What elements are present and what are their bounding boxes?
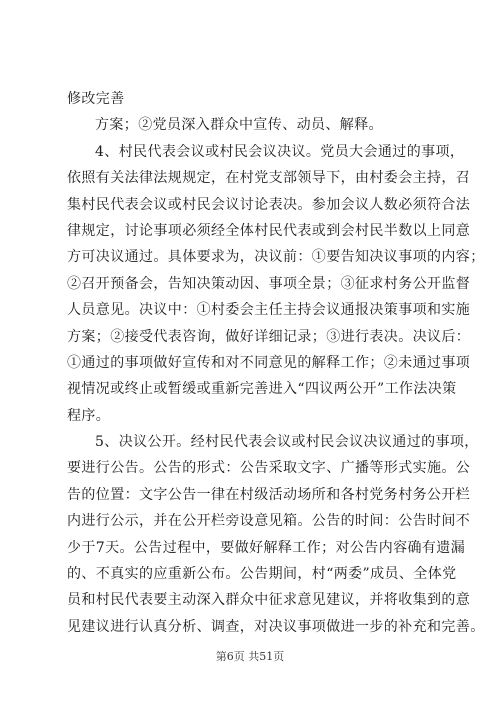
body-text (67, 86, 485, 640)
text-line: 内进行公示，并在公开栏旁设意见箱。公告的时间：公告时间不 (67, 513, 471, 530)
text-line: 视情况或终止或暂缓或重新完善进入“四议两公开”工作法决策 (67, 381, 457, 398)
text-line: 告的位置：文字公告一律在村级活动场所和各村党务村务公开栏 (67, 486, 471, 503)
text-line: 人员意见。决议中：①村委会主任主持会议通报决策事项和实施 (67, 302, 471, 319)
text-line: 方可决议通过。具体要求为，决议前：①要告知决议事项的内容； (67, 249, 485, 266)
text-line: 集村民代表会议或村民会议讨论表决。参加会议人数必须符合法 (67, 196, 471, 213)
text-line: 律规定，讨论事项必须经全体村民代表或到会村民半数以上同意 (67, 222, 471, 239)
text-line: 4、村民代表会议或村民会议决议。党员大会通过的事项， (95, 143, 465, 160)
text-line: 方案；②党员深入群众中宣传、动员、解释。 (95, 117, 383, 134)
text-line: 的、不真实的应重新公布。公告期间，村“两委”成员、全体党 (67, 566, 457, 583)
text-line: 依照有关法律法规规定，在村党支部领导下，由村委会主持，召 (67, 170, 471, 187)
text-line: ①通过的事项做好宣传和对不同意见的解释工作；②未通过事项 (67, 354, 471, 371)
text-line: 见建议进行认真分析、调查，对决议事项做进一步的补充和完善。 (67, 618, 485, 635)
text-line: 少于7天。公告过程中，要做好解释工作；对公告内容确有遗漏 (67, 539, 466, 556)
text-line: 要进行公告。公告的形式：公告采取文字、广播等形式实施。公 (67, 460, 471, 477)
text-line: ②召开预备会，告知决策动因、事项全景；③征求村务公开监督 (67, 275, 471, 292)
text-line: 员和村民代表要主动深入群众中征求意见建议，并将收集到的意 (67, 592, 471, 609)
text-line: 程序。 (67, 407, 111, 424)
text-line: 5、决议公开。经村民代表会议或村民会议决议通过的事项， (95, 434, 479, 451)
text-line: 方案；②接受代表咨询，做好详细记录；③进行表决。决议后： (67, 328, 471, 345)
page-number-footer: 第6页 共51页 (215, 650, 285, 663)
text-line: 修改完善 (67, 91, 125, 107)
